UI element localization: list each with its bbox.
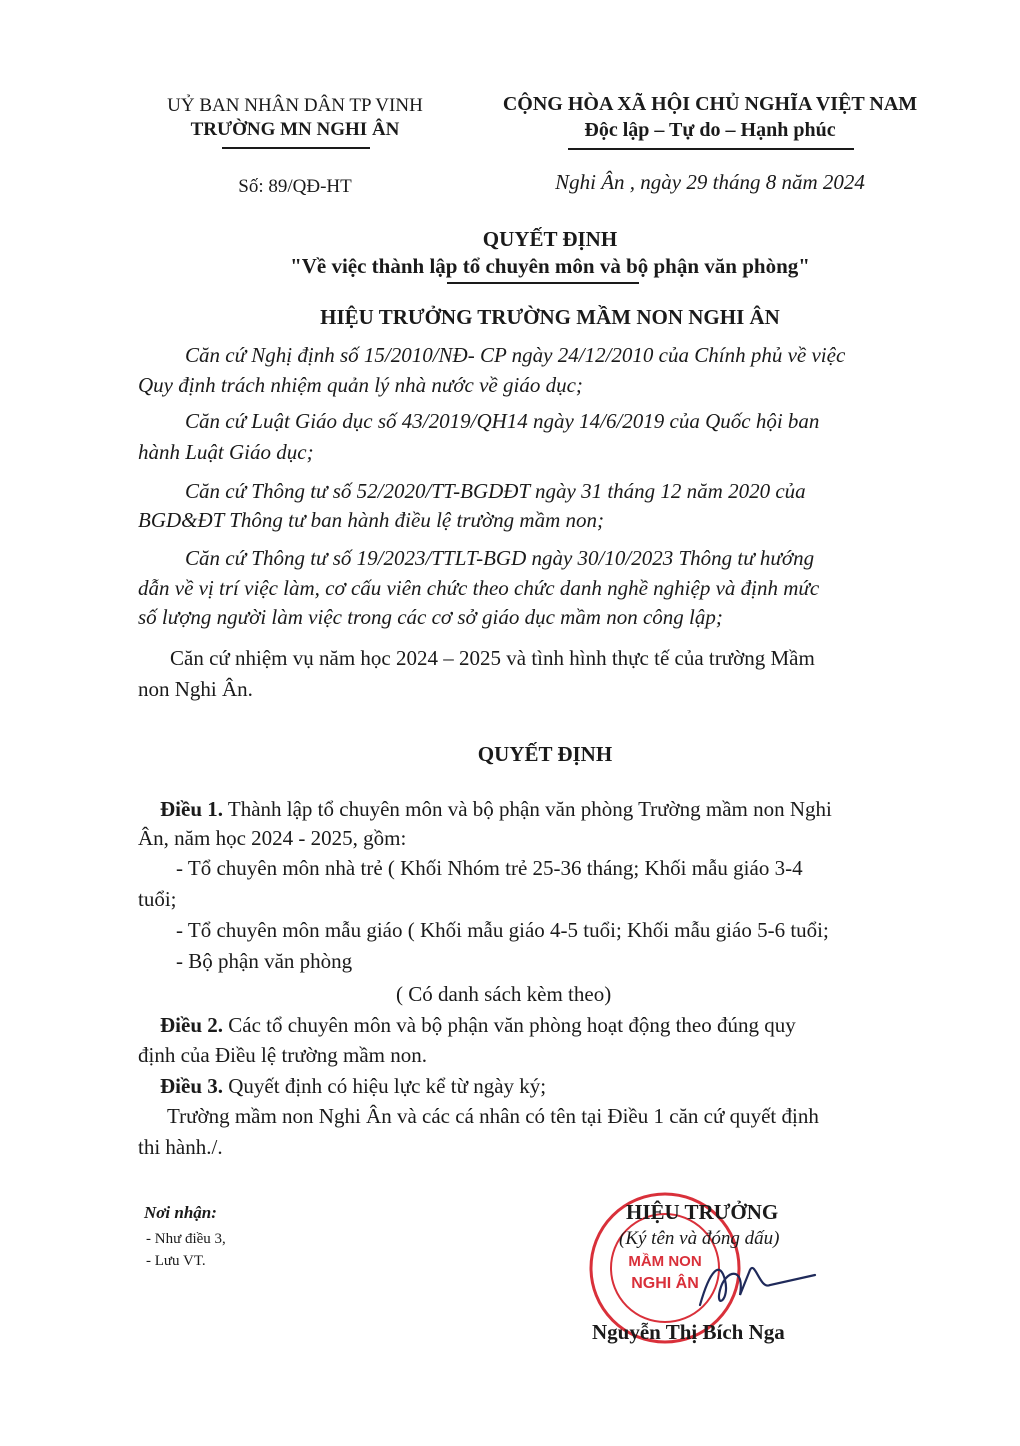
article-2-line-2: định của Điều lệ trường mầm non. xyxy=(138,1043,428,1067)
school-underline xyxy=(222,147,370,149)
agency-name: UỶ BAN NHÂN DÂN TP VINH xyxy=(167,95,423,116)
signer-title: HIỆU TRƯỞNG xyxy=(626,1200,779,1224)
article-1-line-1 xyxy=(160,797,832,822)
article-1-note: ( Có danh sách kèm theo) xyxy=(396,982,612,1006)
article-2-line-1 xyxy=(160,1013,796,1038)
place-date: Nghi Ân , ngày 29 tháng 8 năm 2024 xyxy=(555,170,865,194)
signature-note: (Ký tên và đóng dấu) xyxy=(619,1228,780,1249)
article-2-label: Điều 2. xyxy=(160,1013,223,1037)
article-3-line-3: thi hành./. xyxy=(138,1135,223,1159)
motto: Độc lập – Tự do – Hạnh phúc xyxy=(584,119,836,141)
basis-4-line-3: số lượng người làm việc trong các cơ sở giáo dục mầm non công lập; xyxy=(138,605,723,629)
article-1-item-1-cont: tuổi; xyxy=(138,887,177,911)
article-1-text: Thành lập tổ chuyên môn và bộ phận văn phòng Trường mầm non Nghi xyxy=(223,797,832,821)
article-3-line-1 xyxy=(160,1074,546,1099)
basis-plain-line-1: Căn cứ nhiệm vụ năm học 2024 – 2025 và tình hình thực tế của trường Mầm xyxy=(170,646,815,670)
document-number: Số: 89/QĐ-HT xyxy=(238,176,352,197)
basis-1-line-2: Quy định trách nhiệm quản lý nhà nước về giáo dục; xyxy=(138,373,583,397)
signer-name: Nguyễn Thị Bích Nga xyxy=(592,1320,785,1344)
subject-underline xyxy=(447,282,639,284)
decision-subject: "Về việc thành lập tổ chuyên môn và bộ phận văn phòng" xyxy=(290,254,810,278)
school-name: TRƯỜNG MN NGHI ÂN xyxy=(190,119,400,140)
decision-title: QUYẾT ĐỊNH xyxy=(482,227,618,251)
basis-4-line-1: Căn cứ Thông tư số 19/2023/TTLT-BGD ngày 30/10/2023 Thông tư hướng xyxy=(185,546,815,570)
handwritten-signature xyxy=(690,1250,830,1320)
article-1-item-1: - Tổ chuyên môn nhà trẻ ( Khối Nhóm trẻ 25-36 tháng; Khối mẫu giáo 3-4 xyxy=(176,856,803,880)
country-name: CỘNG HÒA XÃ HỘI CHỦ NGHĨA VIỆT NAM xyxy=(502,93,918,115)
article-1-line-2: Ân, năm học 2024 - 2025, gồm: xyxy=(138,826,407,850)
basis-4-line-2: dẫn về vị trí việc làm, cơ cấu viên chức theo chức danh nghề nghiệp và định mức xyxy=(138,576,820,600)
article-3-text: Quyết định có hiệu lực kể từ ngày ký; xyxy=(223,1074,547,1098)
basis-2-line-1: Căn cứ Luật Giáo dục số 43/2019/QH14 ngày 14/6/2019 của Quốc hội ban xyxy=(185,409,820,433)
decision-heading: QUYẾT ĐỊNH xyxy=(477,742,613,766)
article-3-label: Điều 3. xyxy=(160,1074,223,1098)
article-1-item-3: - Bộ phận văn phòng xyxy=(176,949,353,973)
article-3-line-2: Trường mầm non Nghi Ân và các cá nhân có tên tại Điều 1 căn cứ quyết định xyxy=(167,1104,819,1128)
article-1-label: Điều 1. xyxy=(160,797,223,821)
basis-plain-line-2: non Nghi Ân. xyxy=(138,677,253,701)
seal-text-2: NGHI ÂN xyxy=(631,1275,699,1292)
article-2-text: Các tổ chuyên môn và bộ phận văn phòng hoạt động theo đúng quy xyxy=(223,1013,796,1037)
basis-3-line-1: Căn cứ Thông tư số 52/2020/TT-BGDĐT ngày 31 tháng 12 năm 2020 của xyxy=(185,479,806,503)
basis-2-line-2: hành Luật Giáo dục; xyxy=(138,440,314,464)
basis-3-line-2: BGD&ĐT Thông tư ban hành điều lệ trường mầm non; xyxy=(138,508,604,532)
issuing-authority: HIỆU TRƯỞNG TRƯỜNG MẦM NON NGHI ÂN xyxy=(320,305,780,329)
article-1-item-2: - Tổ chuyên môn mẫu giáo ( Khối mẫu giáo 4-5 tuổi; Khối mẫu giáo 5-6 tuổi; xyxy=(176,918,829,942)
recipients-label: Nơi nhận: xyxy=(144,1203,217,1222)
seal-text-1: MẦM NON xyxy=(628,1253,702,1270)
motto-underline xyxy=(568,148,854,150)
recipient-item: - Như điều 3, xyxy=(146,1231,226,1247)
basis-1-line-1: Căn cứ Nghị định số 15/2010/NĐ- CP ngày 24/12/2010 của Chính phủ về việc xyxy=(185,343,846,367)
recipient-item: - Lưu VT. xyxy=(146,1253,206,1269)
